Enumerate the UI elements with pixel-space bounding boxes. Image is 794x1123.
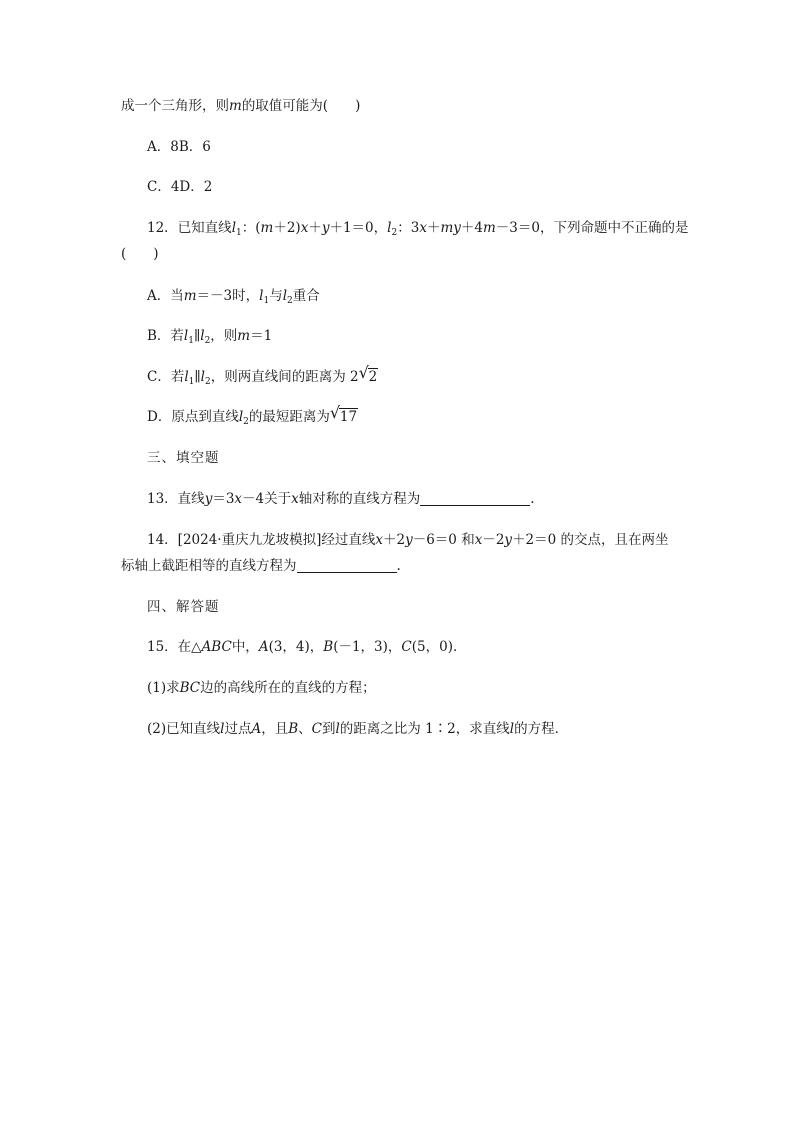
q11-options-ab: A．8B．6 xyxy=(147,139,211,155)
q15-part1: (1)求BC边的高线所在的直线的方程； xyxy=(147,680,376,696)
q11-options-cd: C．4D．2 xyxy=(147,179,213,195)
sqrt-symbol: √ 2 xyxy=(358,363,378,385)
q12-option-a: A．当m＝－3时，$l_1$与$l_2$重合 xyxy=(147,288,320,306)
q15-stem: 15．在△ABC中，A(3，4)，B(－1，3)，C(5，0)． xyxy=(147,639,467,655)
q12-answer-paren: ( ) xyxy=(121,246,159,262)
section-answer-heading: 四、解答题 xyxy=(147,599,220,615)
q11-stem-tail: 成一个三角形，则m的取值可能为( ) xyxy=(121,98,361,114)
q14-line2: 标轴上截距相等的直线方程为 . xyxy=(121,558,401,574)
q12-option-b: B．若$l_1\parallel l_2$，则m＝1 xyxy=(147,328,273,346)
section-fill-in-heading: 三、填空题 xyxy=(147,450,220,466)
q12-stem: 12．已知直线$l_1$：(m＋2)x＋y＋1＝0，$l_2$：3x＋my＋4m－3＝0，下列命题中不正确的是 xyxy=(147,220,689,238)
answer-blank[interactable] xyxy=(297,558,397,573)
q12-option-c: C．若$l_1\parallel l_2$，则两直线间的距离为 2 √ 2 xyxy=(147,363,378,387)
q15-part2: (2)已知直线l过点A，且B、C到l的距离之比为 1∶2，求直线l的方程． xyxy=(147,721,569,737)
q12-option-d: D．原点到直线$l_2$的最短距离为 √ 17 xyxy=(147,403,358,427)
q13: 13．直线y＝3x－4关于x轴对称的直线方程为 . xyxy=(147,491,535,507)
q14-line1: 14．[2024·重庆九龙坡模拟]经过直线x＋2y－6＝0 和x－2y＋2＝0 的交点，且在两坐 xyxy=(147,532,669,548)
answer-blank[interactable] xyxy=(420,491,530,506)
sqrt-symbol: √ 17 xyxy=(329,403,358,425)
